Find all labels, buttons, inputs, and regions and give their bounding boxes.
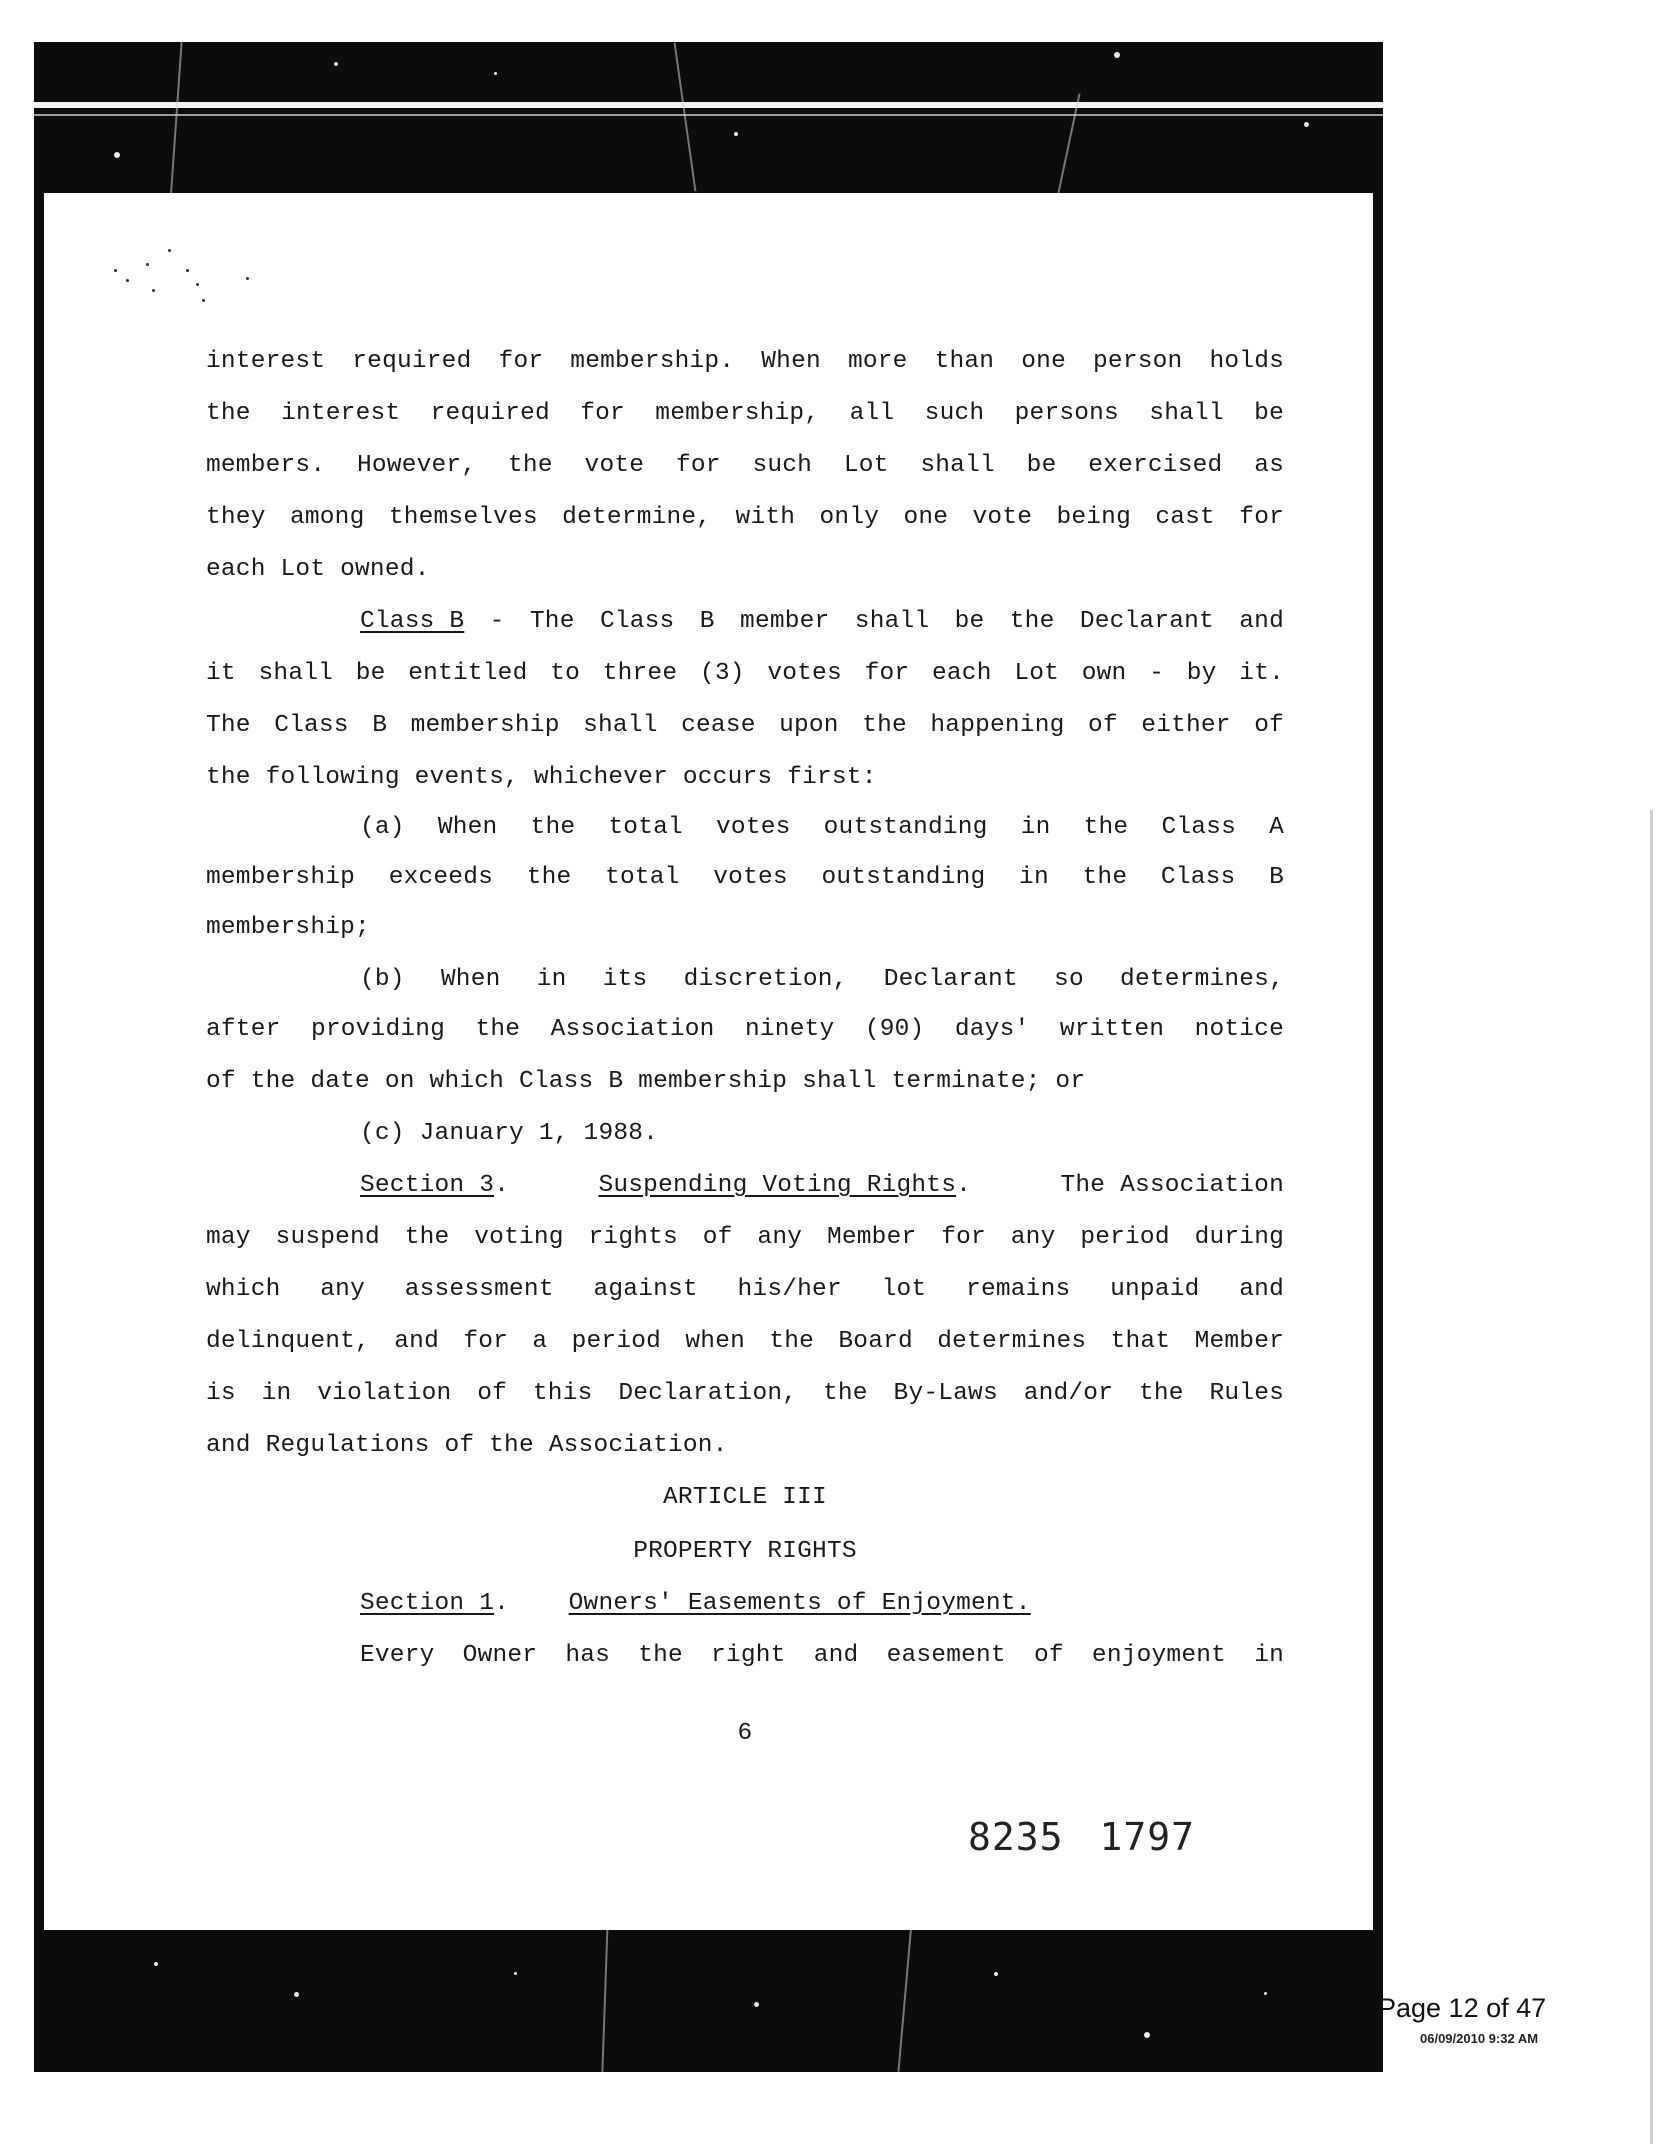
article-heading: ARTICLE III — [663, 1484, 827, 1511]
section-3-title: Suspending Voting Rights — [598, 1172, 957, 1199]
item-a-line2: membership exceeds the total votes outstanding in the Class B — [206, 864, 1284, 891]
section-1-line2: Every Owner has the right and easement of enjoyment in — [360, 1642, 1284, 1669]
item-b-line3: of the date on which Class B membership shall terminate; or — [206, 1068, 1086, 1095]
book-page-stamp — [968, 1815, 1195, 1859]
page-indicator: Page 12 of 47 — [1378, 1993, 1547, 2023]
print-timestamp: 06/09/2010 9:32 AM — [1420, 2031, 1539, 2046]
body-line: each Lot owned. — [206, 556, 430, 583]
body-line: and Regulations of the Association. — [206, 1432, 728, 1459]
body-line: they among themselves determine, with only one vote being cast for — [206, 504, 1284, 531]
section-3-line1: The Association — [1060, 1172, 1284, 1199]
class-b-heading: Class B — [360, 608, 465, 635]
body-line: delinquent, and for a period when the Board determines that Member — [206, 1328, 1284, 1355]
scan-rule-thin — [34, 114, 1383, 116]
body-line: it shall be entitled to three (3) votes for each Lot own - by it. — [206, 660, 1284, 687]
document-page — [44, 193, 1373, 1930]
body-line: the following events, whichever occurs first: — [206, 764, 877, 791]
item-b-line1: (b) When in its discretion, Declarant so determines, — [360, 966, 1284, 993]
item-c: (c) January 1, 1988. — [360, 1120, 659, 1147]
scan-rule — [34, 102, 1383, 108]
page-number: 6 — [737, 1720, 753, 1747]
body-line: The Class B membership shall cease upon the happening of either of — [206, 712, 1284, 739]
class-b-paragraph — [360, 607, 1284, 637]
body-line: the interest required for membership, all such persons shall be — [206, 400, 1284, 427]
section-1-title: Owners' Easements of Enjoyment. — [568, 1590, 1031, 1617]
scan-dots — [96, 249, 226, 319]
book-page: 1797 — [1099, 1815, 1196, 1859]
body-line: members. However, the vote for such Lot shall be exercised as — [206, 452, 1284, 479]
item-a-line1: (a) When the total votes outstanding in the Class A — [360, 814, 1284, 841]
body-line: which any assessment against his/her lot remains unpaid and — [206, 1276, 1284, 1303]
section-1-heading: Section 1. Owners' Easements of Enjoyment. — [360, 1590, 1031, 1617]
section-3-heading: Section 3. Suspending Voting Rights. The Association — [360, 1172, 1284, 1199]
body-line: is in violation of this Declaration, the By-Laws and/or the Rules — [206, 1380, 1284, 1407]
section-1-number: Section 1 — [360, 1590, 495, 1617]
section-3-number: Section 3 — [360, 1172, 495, 1199]
body-line: interest required for membership. When more than one person holds — [206, 348, 1284, 375]
item-b-line2: after providing the Association ninety (90) days' written notice — [206, 1016, 1284, 1043]
item-a-line3: membership; — [206, 914, 370, 941]
body-line: may suspend the voting rights of any Member for any period during — [206, 1224, 1284, 1251]
article-title: PROPERTY RIGHTS — [633, 1538, 857, 1565]
book-number: 8235 — [968, 1815, 1064, 1859]
scan-edge — [1650, 810, 1653, 2144]
class-b-line1: - The Class B member shall be the Declarant and — [464, 608, 1284, 635]
